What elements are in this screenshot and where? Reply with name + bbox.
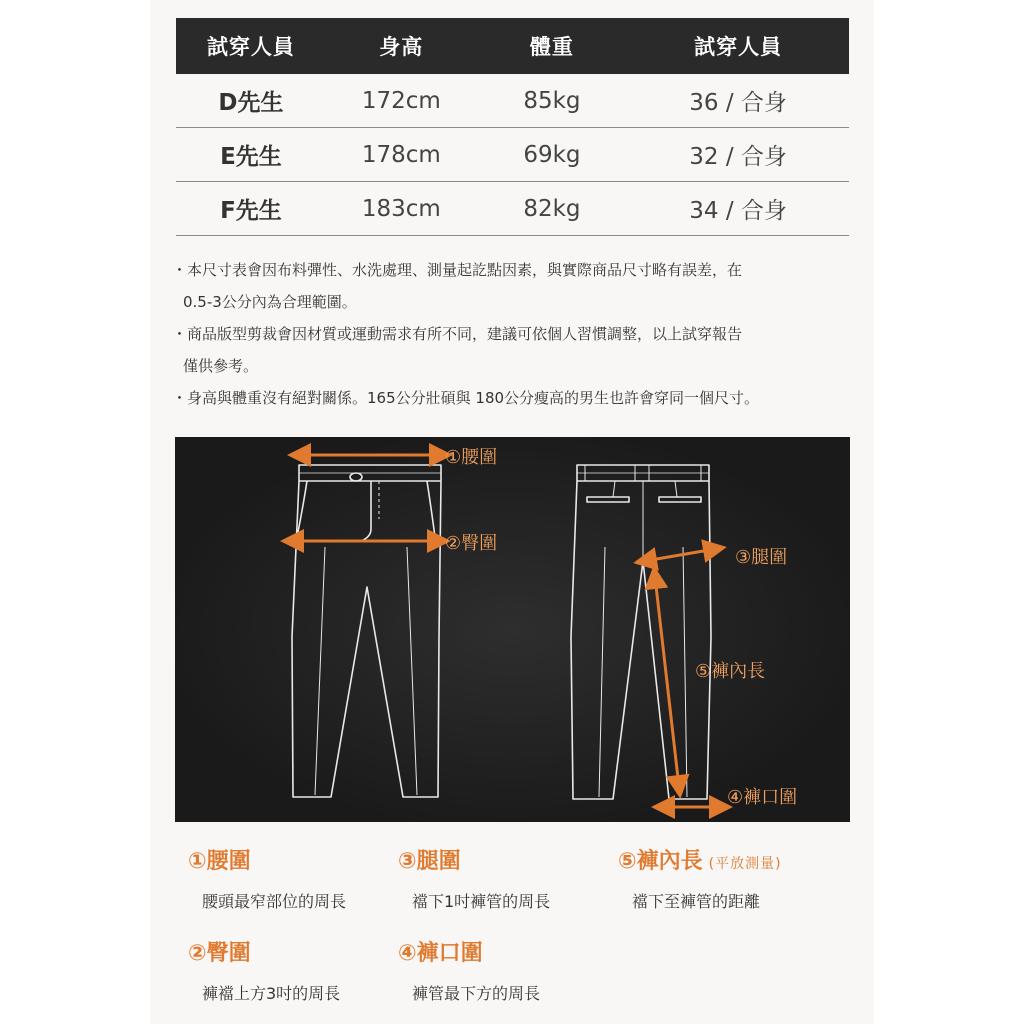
header-height: 身高: [326, 18, 477, 74]
thigh-arrow: [645, 549, 715, 561]
hip-label: ②臀圍: [445, 533, 498, 554]
legend-desc: 褲管最下方的周長: [412, 984, 541, 1003]
note-1-line-2: 0.5-3公分內為合理範圍。: [183, 293, 357, 311]
row-name: F先生: [176, 182, 326, 236]
back-pants-icon: [571, 465, 711, 799]
legend-desc: 襠下1吋褲管的周長: [412, 892, 551, 911]
header-weight: 體重: [477, 18, 627, 74]
size-table: [176, 18, 849, 236]
size-notes: [172, 254, 862, 414]
row-weight: 82kg: [477, 182, 627, 236]
row-name: E先生: [176, 128, 326, 182]
row-fit: 32 / 合身: [627, 128, 849, 182]
measurement-diagram: [175, 437, 850, 822]
row-fit: 34 / 合身: [627, 182, 849, 236]
note-3-line-1: ・身高與體重沒有絕對關係。165公分壯碩與 180公分瘦高的男生也許會穿同一個尺寸。: [172, 389, 760, 407]
table-row: [176, 182, 849, 236]
legend-desc: 褲襠上方3吋的周長: [202, 984, 341, 1003]
thigh-label: ③腿圍: [735, 547, 788, 568]
legend-desc: 腰頭最窄部位的周長: [202, 892, 347, 911]
table-row: [176, 74, 849, 128]
row-weight: 85kg: [477, 74, 627, 128]
waist-label: ①腰圍: [445, 447, 498, 468]
legend-title: ③腿圍: [398, 849, 461, 874]
row-name: D先生: [176, 74, 326, 128]
row-height: 183cm: [326, 182, 477, 236]
note-2-line-2: 僅供參考。: [183, 357, 259, 375]
legend-inseam: [618, 844, 782, 912]
legend-subtitle: (平放測量): [708, 856, 782, 872]
header-fit: 試穿人員: [627, 18, 849, 74]
pants-illustration: [175, 437, 850, 822]
table-header-row: [176, 18, 849, 74]
header-tester: 試穿人員: [176, 18, 326, 74]
row-height: 172cm: [326, 74, 477, 128]
inseam-label: ⑤褲內長: [695, 661, 766, 682]
row-height: 178cm: [326, 128, 477, 182]
note-2-line-1: ・商品版型剪裁會因材質或運動需求有所不同，建議可依個人習慣調整，以上試穿報告: [172, 325, 743, 343]
row-fit: 36 / 合身: [627, 74, 849, 128]
legend-title: ②臀圍: [188, 941, 251, 966]
row-weight: 69kg: [477, 128, 627, 182]
measurement-arrows: [292, 455, 721, 807]
note-1-line-1: ・本尺寸表會因布料彈性、水洗處理、測量起訖點因素，與實際商品尺寸略有誤差，在: [172, 261, 743, 279]
legend-desc: 襠下至褲管的距離: [632, 892, 761, 911]
table-row: [176, 128, 849, 182]
legend-waist: [188, 844, 346, 912]
hem-label: ④褲口圍: [727, 787, 798, 808]
legend-title: ⑤褲內長 (平放測量): [618, 849, 782, 874]
legend-title: ①腰圍: [188, 849, 251, 874]
legend-hem: [398, 936, 540, 1004]
inseam-arrow: [655, 577, 679, 787]
front-pants-icon: [292, 465, 441, 797]
legend-hip: [188, 936, 340, 1004]
legend-title: ④褲口圍: [398, 941, 483, 966]
legend-thigh: [398, 844, 550, 912]
